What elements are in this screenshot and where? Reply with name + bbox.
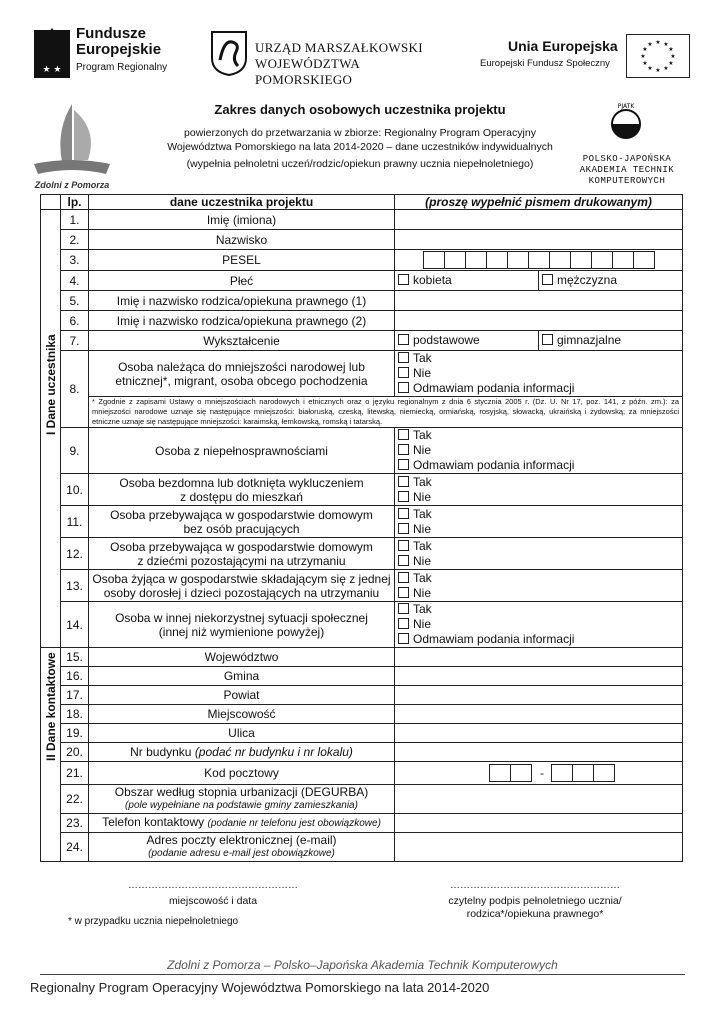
svg-text:★: ★ [670,53,676,60]
pesel-digit-box[interactable] [633,251,655,269]
option-nie[interactable] [398,490,679,505]
other-disadvantage-options [395,602,683,648]
pesel-digit-box[interactable] [423,251,445,269]
postal-digit-box[interactable] [489,764,511,782]
section2-cell [41,648,61,862]
postal-digit-box[interactable] [593,764,615,782]
row-number: 10. [61,474,89,506]
row-number: 8. [61,351,89,428]
pjatk-text [572,154,682,187]
table-row [41,210,683,230]
row-label: Miejscowość [89,705,395,724]
homeless-options [395,474,683,506]
table-row [41,762,683,785]
row-number: 5. [61,291,89,311]
education-gimnazjum-option[interactable] [539,331,683,351]
option-tak[interactable] [398,539,679,554]
checkbox[interactable] [398,572,409,583]
option-tak[interactable] [398,571,679,586]
table-row [41,667,683,686]
option-label: Tak [413,474,432,489]
option-nie[interactable] [398,554,679,569]
svg-text:★: ★ [655,67,661,74]
single-adult-options [395,570,683,602]
row-number: 11. [61,506,89,538]
option-label: Nie [413,366,432,380]
row-number: 19. [61,724,89,743]
griffin-crest-icon [210,30,248,76]
table-row [41,311,683,331]
option-label: Odmawiam podania informacji [413,458,575,472]
checkbox[interactable] [398,334,409,345]
row-number: 16. [61,667,89,686]
checkbox[interactable] [398,540,409,551]
row-number: 9. [61,428,89,474]
pesel-digit-box[interactable] [528,251,550,269]
row-hint: (podanie nr telefonu jest obowiązkowe) [207,818,381,829]
voivodeship-field[interactable] [395,648,683,667]
pjatk-line2: AKADEMIA TECHNIK [579,165,675,175]
checkbox[interactable] [398,633,409,644]
checkbox[interactable] [542,274,553,285]
table-row [41,743,683,762]
option-nie[interactable] [398,366,679,381]
pesel-field[interactable] [395,250,683,271]
row-label-text: Nr budynku [130,745,192,759]
disability-options [395,428,683,474]
checkbox[interactable] [398,459,409,470]
option-nie[interactable] [398,443,679,458]
table-header-row [41,195,683,210]
row-label [89,743,395,762]
town-field[interactable] [395,705,683,724]
fill-note: (wypełnia pełnoletni uczeń/rodzic/opiekun prawny ucznia niepełnoletniego) [186,158,534,170]
page-title: Zakres danych osobowych uczestnika projektu [214,102,506,117]
unia-europejska-logo [480,34,700,80]
row-label-line2: (innej niż wymienione powyżej) [158,624,325,639]
row-number: 14. [61,602,89,648]
row-hint: (podać nr budynku i nr lokalu) [194,745,353,759]
postal-code-boxes [490,764,679,782]
row-number: 3. [61,250,89,271]
table-row [41,686,683,705]
last-name-field[interactable] [395,230,683,250]
commune-field[interactable] [395,667,683,686]
svg-text:★: ★ [655,39,661,46]
table-row [41,705,683,724]
section2-label: II Dane kontaktowe [43,651,58,761]
fe-title-line1: Fundusze [76,25,146,42]
checkbox[interactable] [398,367,409,378]
section-header-cell [41,195,61,210]
row-label-line2: etnicznej*, migrant, osoba obcego pochodzenia [115,373,368,388]
row-label: Ulica [89,724,395,743]
phone-field[interactable] [395,814,683,833]
checkbox[interactable] [398,429,409,440]
table-row [41,474,683,506]
svg-text:★: ★ [640,53,646,60]
ue-subtitle: Europejski Fundusz Społeczny [480,58,610,69]
option-label: Tak [413,538,432,553]
pesel-boxes [424,251,679,269]
checkbox[interactable] [398,444,409,455]
footer-divider [40,974,685,975]
dependent-children-options [395,538,683,570]
row-label-text: Adres poczty elektronicznej (e-mail) [146,833,337,847]
row-label-text: Obszar według stopnia urbanizacji (DEGURBA) [114,785,369,799]
table-row [41,724,683,743]
row-label-line2: z dziećmi pozostającymi na utrzymaniu [137,553,346,568]
option-label: mężczyzna [557,273,618,287]
option-tak[interactable] [398,428,679,443]
row-label: Imię (imiona) [89,210,395,230]
option-nie[interactable] [398,586,679,601]
row-label-line1: Osoba przebywająca w gospodarstwie domowym [110,539,373,554]
place-date-label: miejscowość i data [168,895,258,907]
row-label [89,785,395,814]
row-number: 1. [61,210,89,230]
ue-title: Unia Europejska [508,38,618,54]
row-number: 21. [61,762,89,785]
jobless-household-options [395,506,683,538]
pjatk-emblem-icon [604,102,648,146]
table-row [41,570,683,602]
option-nie[interactable] [398,617,679,632]
row-number: 6. [61,311,89,331]
row-label-line2: z dostępu do mieszkań [180,489,303,504]
row-label-line1: Osoba przebywająca w gospodarstwie domowym [110,507,373,522]
pesel-digit-box[interactable] [444,251,466,269]
table-row [41,538,683,570]
row-label-line1: Osoba w innej niekorzystnej sytuacji społecznej [115,610,368,625]
option-label: Nie [413,443,432,457]
row-label [89,833,395,862]
row-label: Imię i nazwisko rodzica/opiekuna prawnego (1) [89,291,395,311]
lp-header: lp. [61,195,89,210]
checkbox[interactable] [398,491,409,502]
row-hint: (podanie adresu e-mail jest obowiązkowe) [148,848,335,859]
row-label-line1: Osoba żyjąca w gospodarstwie składającym się z jednej [92,571,391,586]
row-label [89,570,395,602]
um-line2: WOJEWÓDZTWA POMORSKIEGO [255,56,360,87]
table-row [41,331,683,351]
education-primary-option[interactable] [395,331,539,351]
fill-header: (proszę wypełnić pismem drukowanym) [395,195,683,210]
row-label: Imię i nazwisko rodzica/opiekuna prawnego (2) [89,311,395,331]
checkbox[interactable] [398,274,409,285]
row-label: Osoba z niepełnosprawnościami [89,428,395,474]
row-number: 18. [61,705,89,724]
row-label [89,814,395,833]
table-row [41,648,683,667]
pesel-digit-box[interactable] [570,251,592,269]
signature-label-line2: rodzica*/opiekuna prawnego* [466,908,604,920]
gender-male-option[interactable] [539,271,683,291]
first-name-field[interactable] [395,210,683,230]
fundusze-europejskie-flag-icon [34,24,70,78]
urzad-marszalkowski-logo [210,30,460,87]
checkbox[interactable] [398,618,409,629]
pesel-digit-box[interactable] [465,251,487,269]
page-subtitle [120,126,600,154]
postal-digit-box[interactable] [510,764,532,782]
parent2-name-field[interactable] [395,311,683,331]
email-field[interactable] [395,833,683,862]
row-label: Płeć [89,271,395,291]
pjatk-line1: POLSKO-JAPOŃSKA [582,154,672,164]
legible-signature[interactable] [440,880,630,921]
row-number: 7. [61,331,89,351]
participant-data-table [40,194,683,862]
place-date-signature[interactable] [118,880,308,907]
svg-text:★: ★ [647,65,653,72]
option-label: Tak [413,506,432,521]
checkbox[interactable] [398,523,409,534]
row-number: 12. [61,538,89,570]
zdolni-z-pomorza-logo [28,100,116,192]
row-label-text: Telefon kontaktowy [102,815,205,829]
checkbox[interactable] [398,352,409,363]
row-label: Nazwisko [89,230,395,250]
option-label: gimnazjalne [557,333,622,347]
row-label-line2: bez osób pracujących [183,521,300,536]
option-label: Nie [413,585,432,600]
data-header: dane uczestnika projektu [89,195,395,210]
option-label: Tak [413,570,432,585]
option-tak[interactable] [398,475,679,490]
svg-text:★: ★ [668,46,674,53]
building-number-field[interactable] [395,743,683,762]
option-tak[interactable] [398,602,679,617]
option-label: Odmawiam podania informacji [413,632,575,646]
option-nie[interactable] [398,522,679,537]
signature-dotted-line: …………………………………………… [450,880,620,891]
checkbox[interactable] [398,476,409,487]
checkbox[interactable] [398,603,409,614]
eu-flag-icon [626,34,690,78]
county-field[interactable] [395,686,683,705]
option-label: Nie [413,553,432,568]
minor-footnote: * w przypadku ucznia niepełnoletniego [68,916,239,927]
footer-project-line: Zdolni z Pomorza – Polsko–Japońska Akademia Technik Komputerowych [167,958,558,972]
postal-digit-box[interactable] [572,764,594,782]
postal-code-field[interactable] [395,762,683,785]
table-row [41,602,683,648]
option-label: Nie [413,617,432,631]
row-label: Kod pocztowy [89,762,395,785]
minority-footnote: * Zgodnie z zapisami Ustawy o mniejszościach narodowych i etnicznych oraz o języku regionalnym z dnia 6 stycznia 2005 r. (Dz. U. Nr 17, poz. 141, z późn. zm.): za mniejszości narodowe uznaje się następujące mniejszości: białoruską, czeską, litewską, niemiecką, ormiańską, rosyjską, słowacką, ukraińską i żydowską; za mniejszości etniczne uznaje się następujące mniejszości: karaimską, łemkowską, romską i tatarską. [89,397,683,428]
svg-text:★: ★ [642,46,648,53]
svg-text:★: ★ [663,41,669,48]
option-refuse[interactable] [398,632,679,647]
table-row [41,506,683,538]
table-row [41,814,683,833]
row-hint: (pole wypełniane na podstawie gminy zamieszkania) [125,800,358,811]
row-number: 13. [61,570,89,602]
svg-text:★: ★ [642,60,648,67]
row-label-line2: osoby dorosłej i dzieci pozostających na utrzymaniu [103,585,380,600]
checkbox[interactable] [398,382,409,393]
svg-text:★: ★ [668,60,674,67]
postal-dash: - [540,766,544,780]
table-row [41,271,683,291]
row-number: 17. [61,686,89,705]
option-label: podstawowe [413,333,480,347]
row-number: 4. [61,271,89,291]
pjatk-logo [572,100,682,190]
svg-text:★ ★: ★ ★ [42,65,62,75]
table-row [41,351,683,397]
option-label: Nie [413,489,432,504]
option-label: kobieta [413,273,452,287]
signature-label-line1: czytelny podpis pełnoletniego ucznia/ [448,895,622,907]
row-label [89,538,395,570]
minority-options [395,351,683,397]
svg-text:★: ★ [663,65,669,72]
pesel-digit-box[interactable] [612,251,634,269]
option-label: Nie [413,521,432,536]
checkbox[interactable] [398,508,409,519]
fundusze-europejskie-logo [34,24,184,80]
row-number: 23. [61,814,89,833]
checkbox[interactable] [398,555,409,566]
signature-dotted-line: …………………………………………… [128,880,298,891]
pesel-digit-box[interactable] [507,251,529,269]
row-number: 15. [61,648,89,667]
pesel-digit-box[interactable] [486,251,508,269]
option-refuse[interactable] [398,458,679,473]
fe-subtitle: Program Regionalny [76,62,168,73]
row-number: 20. [61,743,89,762]
option-label: Tak [413,602,432,616]
row-label: Wykształcenie [89,331,395,351]
sailboat-book-icon [28,100,116,180]
row-label [89,602,395,648]
footer-program-line: Regionalny Program Operacyjny Województwa Pomorskiego na lata 2014-2020 [30,980,490,995]
pjatk-line3: KOMPUTEROWYCH [588,176,666,186]
postal-digit-box[interactable] [551,764,573,782]
option-label: Tak [413,351,432,365]
option-refuse[interactable] [398,381,679,396]
row-number: 2. [61,230,89,250]
um-line1: URZĄD MARSZAŁKOWSKI [255,40,423,55]
row-label: Gmina [89,667,395,686]
subtitle-line1: powierzonych do przetwarzania w zbiorze: Regionalny Program Operacyjny [184,127,536,139]
table-row [41,833,683,862]
row-label [89,351,395,397]
zzp-label: Zdolni z Pomorza [34,180,110,190]
signature-label [440,895,630,921]
table-row [41,230,683,250]
row-label: Województwo [89,648,395,667]
checkbox[interactable] [398,587,409,598]
row-label: Powiat [89,686,395,705]
option-tak[interactable] [398,507,679,522]
option-tak[interactable] [398,351,679,366]
table-row [41,291,683,311]
option-label: Odmawiam podania informacji [413,381,575,395]
street-field[interactable] [395,724,683,743]
pesel-digit-box[interactable] [549,251,571,269]
table-row [41,397,683,428]
urzad-marszalkowski-text [255,40,460,88]
parent1-name-field[interactable] [395,291,683,311]
row-label [89,474,395,506]
option-label: Tak [413,428,432,442]
degurba-field[interactable] [395,785,683,814]
row-label: PESEL [89,250,395,271]
fe-title-line2: Europejskie [76,41,162,58]
checkbox[interactable] [542,334,553,345]
pjatk-ring-text: PJATK [617,103,635,110]
row-label-line1: Osoba należąca do mniejszości narodowej lub [118,359,365,374]
pesel-digit-box[interactable] [591,251,613,269]
section1-cell [41,210,61,648]
section1-label: I Dane uczestnika [43,333,58,435]
row-label-line1: Osoba bezdomna lub dotknięta wykluczeniem [119,475,364,490]
svg-text:★: ★ [647,41,653,48]
table-row [41,250,683,271]
gender-female-option[interactable] [395,271,539,291]
row-number: 24. [61,833,89,862]
fe-title [76,26,161,58]
row-number: 22. [61,785,89,814]
row-label [89,506,395,538]
subtitle-line2: Województwa Pomorskiego na lata 2014-2020 – dane uczestników indywidualnych [167,141,553,153]
table-row [41,785,683,814]
table-row [41,428,683,474]
